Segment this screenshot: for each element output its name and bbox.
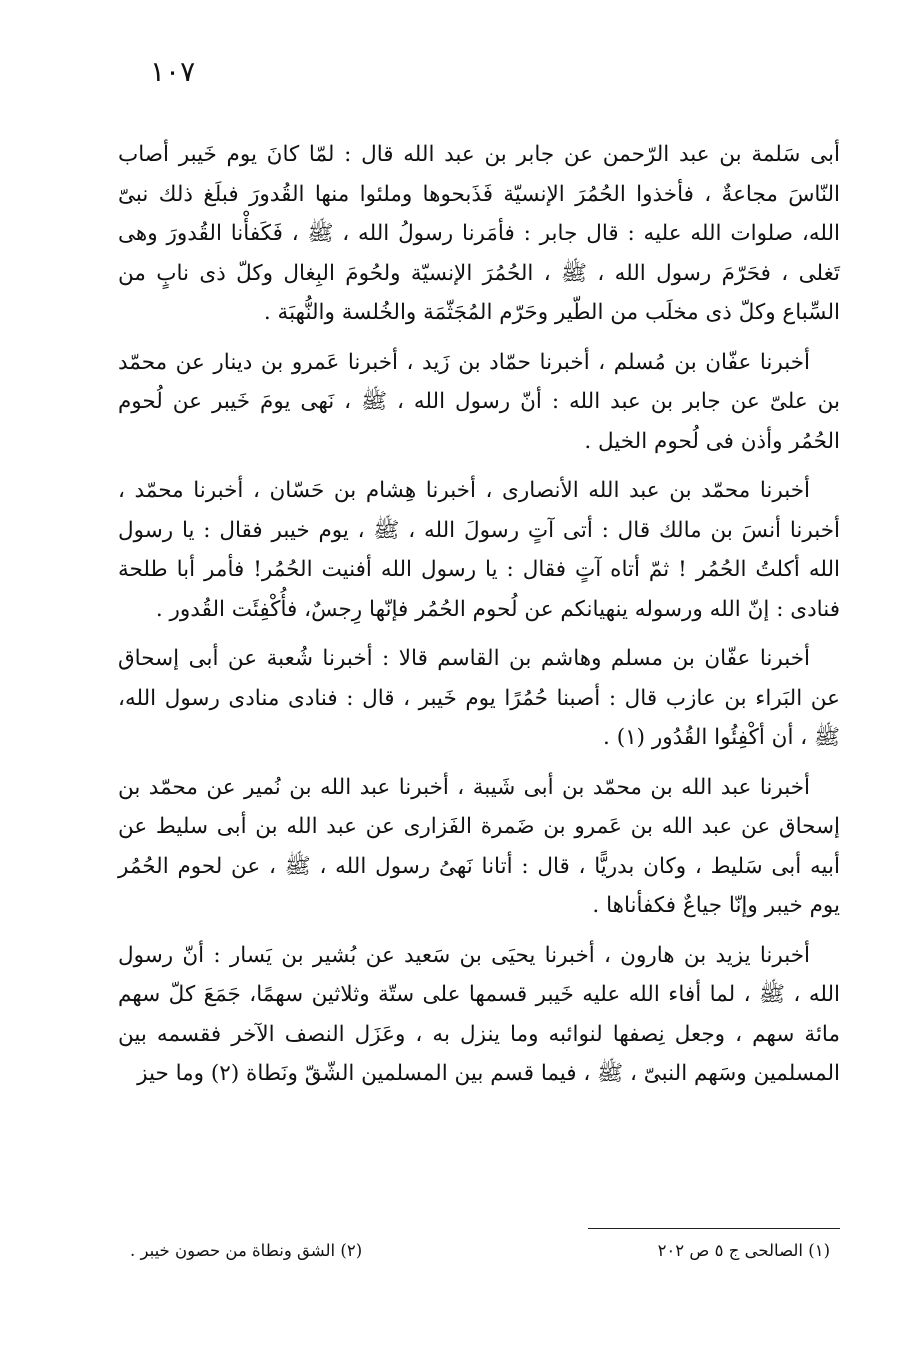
footnote-1: (١) الصالحى ج ٥ ص ٢٠٢ [657, 1241, 830, 1260]
page-number: ١٠٧ [150, 55, 196, 88]
paragraph: أبى سَلمة بن عبد الرّحمن عن جابر بن عبد الله قال : لمّا كانَ يوم خَيبر أصاب النّاسَ مجاعةٌ ، فأخذوا الحُمُرَ الإنسيّة فَذَبحوها وملئوا منها القُدورَ فبلَغ ذلك نبىّ الله، صلوات الله عليه : قال جابر : فأمَرنا رسولُ الله ، ﷺ ، فَكَفأْنا القُدورَ وهى تَغلى ، فحَرّمَ رسول الله ، ﷺ ، الحُمُرَ الإنسيّة ولحُومَ البِغال وكلّ ذى نابٍ من السِّباع وكلّ ذى مخلَب من الطّير وحَرّم المُجَثّمَة والخُلسة والنُّهبَة . [118, 142, 840, 325]
footnote-divider [588, 1228, 840, 1229]
footnote-2: (٢) الشق ونطاة من حصون خيبر . [130, 1241, 363, 1260]
paragraph: أخبرنا عفّان بن مُسلم ، أخبرنا حمّاد بن زَيد ، أخبرنا عَمرو بن دينار عن محمّد بن علىّ عن جابر بن عبد الله : أنّ رسول الله ، ﷺ ، نَهى يومَ خَيبر عن لُحوم الحُمُر وأذن فى لُحوم الخيل . [118, 349, 840, 454]
paragraph: أخبرنا عبد الله بن محمّد بن أبى شَيبة ، أخبرنا عبد الله بن نُمير عن محمّد بن إسحاق عن عبد الله بن عَمرو بن ضَمرة الفَزارى عن عبد الله بن أبى سليط عن أبيه أبى سَليط ، وكان بدريًّا ، قال : أتانا نَهىُ رسول الله ، ﷺ ، عن لحوم الحُمُر يوم خيبر وإنّا جياعٌ فكفأناها . [118, 774, 840, 918]
paragraph: أخبرنا محمّد بن عبد الله الأنصارى ، أخبرنا هِشام بن حَسّان ، أخبرنا محمّد ، أخبرنا أنسَ بن مالك قال : أتى آتٍ رسولَ الله ، ﷺ ، يوم خيبر فقال : يا رسول الله أكلتُ الحُمُر ! ثمّ أتاه آتٍ فقال : يا رسول الله أفنيت الحُمُر! فأمر أبا طلحة فنادى : إنّ الله ورسوله ينهيانكم عن لُحوم الحُمُر فإنّها رِجسٌ، فأُكْفِئَت القُدور . [118, 478, 840, 622]
paragraph: أخبرنا عفّان بن مسلم وهاشم بن القاسم قالا : أخبرنا شُعبة عن أبى إسحاق عن البَراء بن عازب قال : أصبنا حُمُرًا يوم خَيبر ، قال : فنادى منادى رسول الله، ﷺ ، أن أكْفِئُوا القُدُور (١) . [118, 646, 840, 750]
paragraph: أخبرنا يزيد بن هارون ، أخبرنا يحيَى بن سَعيد عن بُشير بن يَسار : أنّ رسول الله ، ﷺ ، لما أفاء الله عليه خَيبر قسمها على ستّة وثلاثين سهمًا، جَمَعَ كلّ سهم مائة سهم ، وجعل نِصفها لنوائبه وما ينزل به ، وعَزَل النصف الآخر فقسمه بين المسلمين وسَهم النبىّ ، ﷺ ، فيما قسم بين المسلمين الشّقّ ونَطاة (٢) وما حيز [118, 942, 840, 1086]
body-text [118, 135, 840, 1104]
footnotes [130, 1238, 830, 1264]
